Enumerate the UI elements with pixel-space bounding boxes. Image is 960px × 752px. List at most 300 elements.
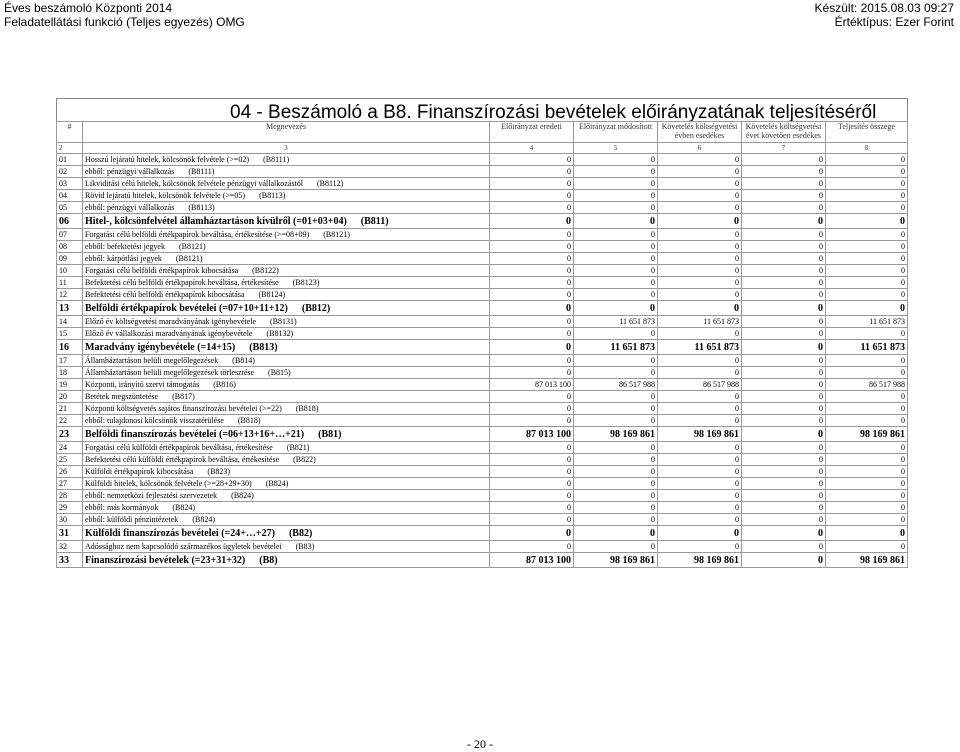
row-number: 30 [57, 514, 83, 526]
value-cell: 0 [826, 166, 908, 178]
row-code: (B824) [265, 479, 289, 488]
table-row [57, 166, 908, 178]
value-cell: 0 [658, 415, 742, 427]
col-number: 5 [574, 143, 658, 154]
value-cell: 0 [826, 265, 908, 277]
row-name: Befektetési célú belföldi értékpapírok beváltása, értékesítése [85, 278, 279, 287]
col-number: 8 [826, 143, 908, 154]
table-row [57, 367, 908, 379]
row-name: Külföldi hitelek, kölcsönök felvétele (>=28+29+30) [85, 479, 252, 488]
value-cell: 0 [490, 466, 574, 478]
row-name: Maradvány igénybevétele (=14+15) [85, 341, 236, 353]
row-label [83, 415, 490, 427]
row-code: (B824) [172, 503, 195, 512]
value-cell: 0 [490, 277, 574, 289]
row-name: Belföldi értékpapírok bevételei (=07+10+11+12) [85, 302, 288, 314]
value-cell: 0 [574, 355, 658, 367]
row-number: 10 [57, 265, 83, 277]
value-cell: 0 [658, 403, 742, 415]
value-cell: 0 [574, 391, 658, 403]
row-label [83, 502, 490, 514]
value-cell: 0 [490, 253, 574, 265]
value-cell: 0 [742, 202, 826, 214]
value-cell: 0 [742, 553, 826, 568]
value-cell: 0 [658, 202, 742, 214]
row-name: Belföldi finanszírozás bevételei (=06+13+16+…+21) [85, 428, 305, 440]
row-label [83, 442, 490, 454]
row-name: ebből: nemzetközi fejlesztési szervezetek [85, 491, 218, 500]
value-cell: 0 [490, 202, 574, 214]
value-cell: 0 [826, 442, 908, 454]
row-name: Külföldi értékpapírok kibocsátása [85, 467, 194, 476]
value-cell: 0 [742, 328, 826, 340]
value-cell: 0 [742, 265, 826, 277]
table-row [57, 340, 908, 355]
value-cell: 0 [658, 541, 742, 553]
value-cell: 0 [574, 178, 658, 190]
row-label [83, 241, 490, 253]
value-cell: 0 [490, 490, 574, 502]
value-cell: 0 [742, 466, 826, 478]
value-cell: 0 [658, 391, 742, 403]
row-name: Központi, irányító szervi támogatás [85, 380, 200, 389]
row-code: (B8132) [266, 329, 294, 338]
value-cell: 0 [742, 178, 826, 190]
row-label [83, 253, 490, 265]
table-row [57, 427, 908, 442]
value-cell: 0 [574, 454, 658, 466]
value-cell: 0 [490, 415, 574, 427]
value-cell: 0 [574, 202, 658, 214]
value-cell: 0 [490, 265, 574, 277]
row-name: Hosszú lejáratú hitelek, kölcsönök felvétele (>=02) [85, 155, 250, 164]
table-row [57, 214, 908, 229]
row-number: 27 [57, 478, 83, 490]
value-cell: 0 [490, 526, 574, 541]
row-number: 07 [57, 229, 83, 241]
row-label [83, 328, 490, 340]
value-cell: 0 [574, 154, 658, 166]
value-cell: 0 [574, 166, 658, 178]
value-cell: 0 [574, 478, 658, 490]
value-cell: 0 [826, 391, 908, 403]
value-cell: 0 [658, 241, 742, 253]
value-cell: 0 [574, 241, 658, 253]
value-cell: 0 [826, 202, 908, 214]
row-label [83, 316, 490, 328]
value-cell: 0 [490, 478, 574, 490]
row-number: 03 [57, 178, 83, 190]
row-name: ebből: pénzügyi vállalkozás [85, 203, 175, 212]
value-cell: 0 [574, 190, 658, 202]
row-number: 25 [57, 454, 83, 466]
row-name: ebből: kárpótlási jegyek [85, 254, 162, 263]
value-cell: 0 [490, 454, 574, 466]
value-cell: 0 [574, 442, 658, 454]
value-cell: 0 [658, 301, 742, 316]
value-cell: 11 651 873 [658, 340, 742, 355]
row-name: Befektetési célú külföldi értékpapírok beváltása, értékesítése [85, 455, 280, 464]
col-number: 6 [658, 143, 742, 154]
value-cell: 0 [742, 214, 826, 229]
row-label [83, 403, 490, 415]
table-row [57, 265, 908, 277]
row-label [83, 526, 490, 541]
value-cell: 0 [658, 466, 742, 478]
row-label [83, 466, 490, 478]
row-code: (B8111) [188, 167, 215, 176]
value-cell: 98 169 861 [658, 427, 742, 442]
table-row [57, 328, 908, 340]
table-row [57, 391, 908, 403]
row-label [83, 214, 490, 229]
row-name: ebből: tulajdonosi kölcsönök visszatérülése [85, 416, 224, 425]
value-cell: 0 [658, 526, 742, 541]
row-name: Likviditási célú hitelek, kölcsönök felvétele pénzügyi vállalkozástól [85, 179, 303, 188]
value-cell: 0 [742, 379, 826, 391]
value-cell: 0 [658, 478, 742, 490]
value-cell: 98 169 861 [658, 553, 742, 568]
row-label [83, 514, 490, 526]
row-name: Finanszírozási bevételek (=23+31+32) [85, 554, 246, 566]
row-code: (B83) [295, 542, 315, 551]
row-name: ebből: más kormányok [85, 503, 159, 512]
col-header-claim-next: Követelés költségvetési évet követően esedékes [742, 122, 826, 143]
value-cell: 0 [658, 265, 742, 277]
report-name: Éves beszámoló Központi 2014 [4, 1, 173, 15]
value-cell: 98 169 861 [826, 553, 908, 568]
row-number: 20 [57, 391, 83, 403]
value-cell: 0 [658, 166, 742, 178]
value-cell: 87 013 100 [490, 379, 574, 391]
value-cell: 0 [574, 367, 658, 379]
row-label [83, 478, 490, 490]
row-number: 17 [57, 355, 83, 367]
row-code: (B8) [259, 554, 278, 566]
value-cell: 98 169 861 [574, 427, 658, 442]
row-number: 21 [57, 403, 83, 415]
row-number: 16 [57, 340, 83, 355]
table-row [57, 379, 908, 391]
value-cell: 11 651 873 [826, 340, 908, 355]
page-number: - 20 - [467, 737, 493, 751]
value-cell: 0 [742, 166, 826, 178]
value-cell: 0 [658, 367, 742, 379]
value-cell: 0 [742, 442, 826, 454]
table-row [57, 289, 908, 301]
row-number: 14 [57, 316, 83, 328]
row-number: 12 [57, 289, 83, 301]
value-cell: 0 [490, 442, 574, 454]
value-cell: 0 [742, 154, 826, 166]
row-code: (B823) [207, 467, 231, 476]
finance-table [56, 121, 908, 568]
row-number: 11 [57, 277, 83, 289]
table-row [57, 190, 908, 202]
row-name: Előző év költségvetési maradványának igénybevétele [85, 317, 257, 326]
row-label [83, 454, 490, 466]
col-header-claim-current: Követelés költségvetési évben esedékes [658, 122, 742, 143]
value-cell: 0 [574, 253, 658, 265]
value-cell: 0 [490, 355, 574, 367]
row-name: Befektetési célú belföldi értékpapírok kibocsátása [85, 290, 245, 299]
row-label [83, 490, 490, 502]
row-code: (B811) [360, 215, 389, 227]
value-cell: 0 [742, 478, 826, 490]
value-cell: 0 [490, 367, 574, 379]
row-code: (B8112) [316, 179, 344, 188]
value-cell: 0 [826, 478, 908, 490]
value-cell: 0 [574, 415, 658, 427]
value-cell: 0 [826, 214, 908, 229]
table-row [57, 514, 908, 526]
value-cell: 0 [826, 190, 908, 202]
row-name: ebből: külföldi pénzintézetek [85, 515, 179, 524]
row-code: (B8113) [259, 191, 286, 200]
value-cell: 0 [742, 514, 826, 526]
value-cell: 0 [490, 514, 574, 526]
value-cell: 0 [490, 154, 574, 166]
value-cell: 0 [658, 502, 742, 514]
row-name: Külföldi finanszírozás bevételei (=24+…+27) [85, 527, 275, 539]
row-label [83, 265, 490, 277]
value-cell: 87 013 100 [490, 427, 574, 442]
value-cell: 0 [574, 265, 658, 277]
value-cell: 0 [742, 415, 826, 427]
value-cell: 0 [490, 289, 574, 301]
value-cell: 86 517 988 [826, 379, 908, 391]
row-name: ebből: befektetési jegyek [85, 242, 165, 251]
row-label [83, 166, 490, 178]
table-row [57, 490, 908, 502]
row-label [83, 301, 490, 316]
row-number: 29 [57, 502, 83, 514]
value-cell: 87 013 100 [490, 553, 574, 568]
col-number: 4 [490, 143, 574, 154]
value-cell: 0 [658, 178, 742, 190]
value-cell: 0 [742, 340, 826, 355]
value-cell: 0 [490, 190, 574, 202]
row-number: 28 [57, 490, 83, 502]
col-number: 2 [57, 143, 83, 154]
value-cell: 0 [658, 355, 742, 367]
row-code: (B822) [293, 455, 316, 464]
value-cell: 0 [742, 277, 826, 289]
value-cell: 0 [574, 277, 658, 289]
row-number: 02 [57, 166, 83, 178]
row-code: (B818) [237, 416, 261, 425]
value-cell: 0 [742, 367, 826, 379]
value-cell: 0 [826, 289, 908, 301]
table-row [57, 229, 908, 241]
table-row [57, 442, 908, 454]
row-name: Rövid lejáratú hitelek, kölcsönök felvétele (>=05) [85, 191, 246, 200]
value-cell: 11 651 873 [658, 316, 742, 328]
row-label [83, 190, 490, 202]
row-number: 33 [57, 553, 83, 568]
value-cell: 0 [490, 502, 574, 514]
value-cell: 0 [658, 442, 742, 454]
row-number: 19 [57, 379, 83, 391]
report-created: Készült: 2015.08.03 09:27 [814, 1, 954, 15]
row-number: 04 [57, 190, 83, 202]
row-code: (B81) [318, 428, 342, 440]
value-cell: 0 [658, 253, 742, 265]
row-number: 18 [57, 367, 83, 379]
value-cell: 0 [490, 316, 574, 328]
row-name: Hitel-, kölcsönfelvétel államháztartáson kívülről (=01+03+04) [85, 215, 347, 227]
value-cell: 0 [658, 289, 742, 301]
value-cell: 0 [826, 253, 908, 265]
value-cell: 0 [490, 166, 574, 178]
table-row [57, 454, 908, 466]
value-cell: 0 [826, 454, 908, 466]
value-cell: 0 [742, 454, 826, 466]
value-cell: 0 [490, 241, 574, 253]
value-cell: 11 651 873 [826, 316, 908, 328]
value-cell: 0 [574, 502, 658, 514]
value-cell: 0 [742, 190, 826, 202]
table-row [57, 403, 908, 415]
col-header-modified: Előirányzat módosított [574, 122, 658, 143]
value-cell: 86 517 988 [658, 379, 742, 391]
value-cell: 0 [574, 466, 658, 478]
value-cell: 98 169 861 [826, 427, 908, 442]
value-cell: 0 [658, 454, 742, 466]
row-code: (B8121) [323, 230, 350, 239]
value-cell: 0 [574, 328, 658, 340]
row-label [83, 367, 490, 379]
row-number: 08 [57, 241, 83, 253]
row-name: ebből: pénzügyi vállalkozás [85, 167, 175, 176]
value-cell: 0 [826, 178, 908, 190]
value-cell: 0 [826, 541, 908, 553]
value-cell: 0 [490, 301, 574, 316]
row-code: (B815) [268, 368, 291, 377]
row-code: (B813) [249, 341, 278, 353]
row-number: 09 [57, 253, 83, 265]
row-label [83, 391, 490, 403]
value-cell: 0 [826, 154, 908, 166]
value-cell: 0 [742, 355, 826, 367]
row-code: (B8113) [188, 203, 215, 212]
value-cell: 11 651 873 [574, 316, 658, 328]
value-cell: 0 [742, 301, 826, 316]
row-number: 15 [57, 328, 83, 340]
row-number: 13 [57, 301, 83, 316]
row-label [83, 541, 490, 553]
value-cell: 0 [826, 328, 908, 340]
col-header-original: Előirányzat eredeti [490, 122, 574, 143]
row-code: (B812) [301, 302, 331, 314]
value-cell: 0 [826, 514, 908, 526]
value-cell: 0 [742, 502, 826, 514]
row-name: Forgatási célú külföldi értékpapírok beváltása, értékesítése [85, 443, 273, 452]
col-header-name: Megnevezés [83, 122, 490, 143]
col-header-fulfilment: Teljesítés összege [826, 122, 908, 143]
value-cell: 0 [574, 301, 658, 316]
value-cell: 0 [490, 340, 574, 355]
value-cell: 86 517 988 [574, 379, 658, 391]
value-cell: 0 [490, 328, 574, 340]
value-cell: 0 [490, 214, 574, 229]
value-cell: 0 [742, 253, 826, 265]
value-cell: 0 [742, 490, 826, 502]
row-number: 23 [57, 427, 83, 442]
row-name: Betétek megszüntetése [85, 392, 159, 401]
table-row [57, 502, 908, 514]
row-name: Államháztartáson belüli megelőlegezések törlesztése [85, 368, 255, 377]
value-cell: 0 [574, 490, 658, 502]
value-cell: 0 [574, 289, 658, 301]
value-cell: 0 [742, 289, 826, 301]
row-label [83, 379, 490, 391]
col-number: 7 [742, 143, 826, 154]
row-number: 05 [57, 202, 83, 214]
value-cell: 0 [658, 490, 742, 502]
row-name: Államháztartáson belüli megelőlegezések [85, 356, 219, 365]
row-code: (B8123) [292, 278, 320, 287]
value-cell: 0 [574, 526, 658, 541]
row-label [83, 427, 490, 442]
value-cell: 0 [574, 229, 658, 241]
row-label [83, 340, 490, 355]
row-number: 24 [57, 442, 83, 454]
row-number: 31 [57, 526, 83, 541]
row-code: (B8121) [175, 254, 203, 263]
col-header-num: # [57, 122, 83, 143]
row-number: 26 [57, 466, 83, 478]
row-label [83, 178, 490, 190]
row-name: Központi költségvetés sajátos finanszírozási bevételei (>=22) [85, 404, 282, 413]
table-row [57, 526, 908, 541]
value-cell: 0 [574, 514, 658, 526]
row-code: (B8124) [258, 290, 286, 299]
row-code: (B818) [295, 404, 319, 413]
value-cell: 0 [658, 328, 742, 340]
row-name: Előző év vállalkozási maradványának igénybevétele [85, 329, 253, 338]
value-cell: 11 651 873 [574, 340, 658, 355]
value-cell: 0 [658, 214, 742, 229]
table-row [57, 541, 908, 553]
table-row [57, 478, 908, 490]
row-number: 22 [57, 415, 83, 427]
table-row [57, 202, 908, 214]
value-cell: 0 [742, 541, 826, 553]
page-title: 04 - Beszámoló a B8. Finanszírozási bevételek előirányzatának teljesítéséről [230, 104, 877, 121]
value-cell: 0 [742, 427, 826, 442]
table-row [57, 154, 908, 166]
value-cell: 0 [826, 490, 908, 502]
report-function: Feladatellátási funkció (Teljes egyezés) OMG [4, 15, 245, 29]
table-row [57, 316, 908, 328]
value-cell: 0 [742, 526, 826, 541]
col-number: 3 [83, 143, 490, 154]
value-cell: 0 [490, 403, 574, 415]
row-label [83, 229, 490, 241]
row-code: (B814) [232, 356, 255, 365]
value-cell: 0 [826, 367, 908, 379]
value-cell: 0 [826, 502, 908, 514]
value-cell: 0 [826, 241, 908, 253]
table-row [57, 253, 908, 265]
value-cell: 0 [658, 229, 742, 241]
value-cell: 0 [574, 403, 658, 415]
row-code: (B817) [172, 392, 195, 401]
row-label [83, 202, 490, 214]
row-label [83, 355, 490, 367]
row-number: 06 [57, 214, 83, 229]
